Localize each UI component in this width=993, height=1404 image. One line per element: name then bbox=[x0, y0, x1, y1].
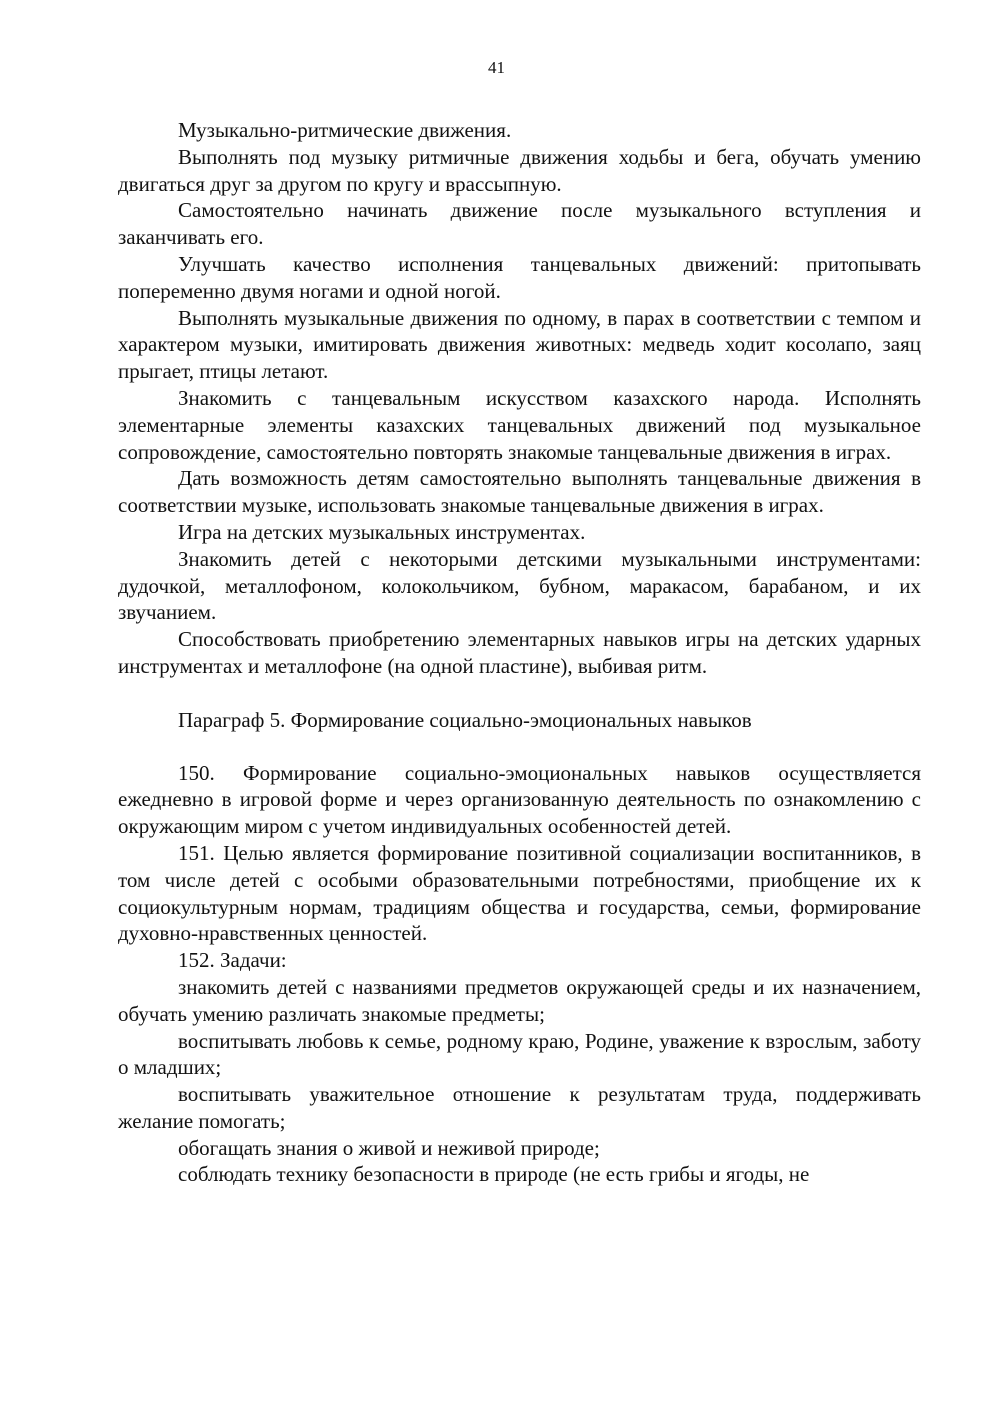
paragraph: Знакомить детей с некоторыми детскими музыкальными инструментами: дудочкой, металлофоном, колокольчиком, бубном, маракасом, барабаном, и их звучанием. bbox=[118, 546, 921, 625]
page-number: 41 bbox=[488, 58, 505, 77]
list-item: знакомить детей с названиями предметов окружающей среды и их назначением, обучать умению различать знакомые предметы; bbox=[118, 974, 921, 1026]
paragraph: Дать возможность детям самостоятельно выполнять танцевальные движения в соответствии музыке, использовать знакомые танцевальные движения в играх. bbox=[118, 466, 921, 518]
document-body bbox=[118, 117, 921, 1188]
paragraph: Выполнять под музыку ритмичные движения ходьбы и бега, обучать умению двигаться друг за другом по кругу и врассыпную. bbox=[118, 144, 921, 196]
paragraph: Способствовать приобретению элементарных навыков игры на детских ударных инструментах и металлофоне (на одной пластине), выбивая ритм. bbox=[118, 627, 921, 678]
paragraph: 150. Формирование социально-эмоциональных навыков осуществляется ежедневно в игровой форме и через организованную деятельность по ознакомлению с окружающим миром с учетом индивидуальных особенностей детей. bbox=[118, 760, 921, 839]
list-item: воспитывать уважительное отношение к результатам труда, поддерживать желание помогать; bbox=[118, 1082, 921, 1133]
paragraph: Музыкально-ритмические движения. bbox=[178, 118, 512, 142]
section-heading: Параграф 5. Формирование социально-эмоциональных навыков bbox=[178, 707, 752, 732]
list-item: обогащать знания о живой и неживой природе; bbox=[178, 1135, 600, 1160]
paragraph: 151. Целью является формирование позитивной социализации воспитанников, в том числе детей с особыми образовательными потребностями, приобщение их к социокультурным нормам, традициям общества и государства, семьи, формирование духовно-нравственных ценностей. bbox=[118, 840, 921, 946]
list-item: соблюдать технику безопасности в природе (не есть грибы и ягоды, не bbox=[178, 1162, 810, 1187]
paragraph: Выполнять музыкальные движения по одному, в парах в соответствии с темпом и характером музыки, имитировать движения животных: медведь ходит косолапо, заяц прыгает, птицы летают. bbox=[118, 305, 921, 384]
paragraph: Знакомить с танцевальным искусством казахского народа. Исполнять элементарные элементы казахских танцевальных движений под музыкальное сопровождение, самостоятельно повторять знакомые танцевальные движения в играх. bbox=[118, 385, 921, 464]
paragraph: Игра на детских музыкальных инструментах. bbox=[178, 519, 586, 544]
paragraph: Улучшать качество исполнения танцевальных движений: притопывать попеременно двумя ногами и одной ногой. bbox=[118, 251, 921, 303]
list-item: воспитывать любовь к семье, родному краю, Родине, уважение к взрослым, заботу о младших; bbox=[118, 1028, 921, 1080]
paragraph: 152. Задачи: bbox=[178, 948, 287, 973]
paragraph: Самостоятельно начинать движение после музыкального вступления и заканчивать его. bbox=[118, 198, 921, 250]
